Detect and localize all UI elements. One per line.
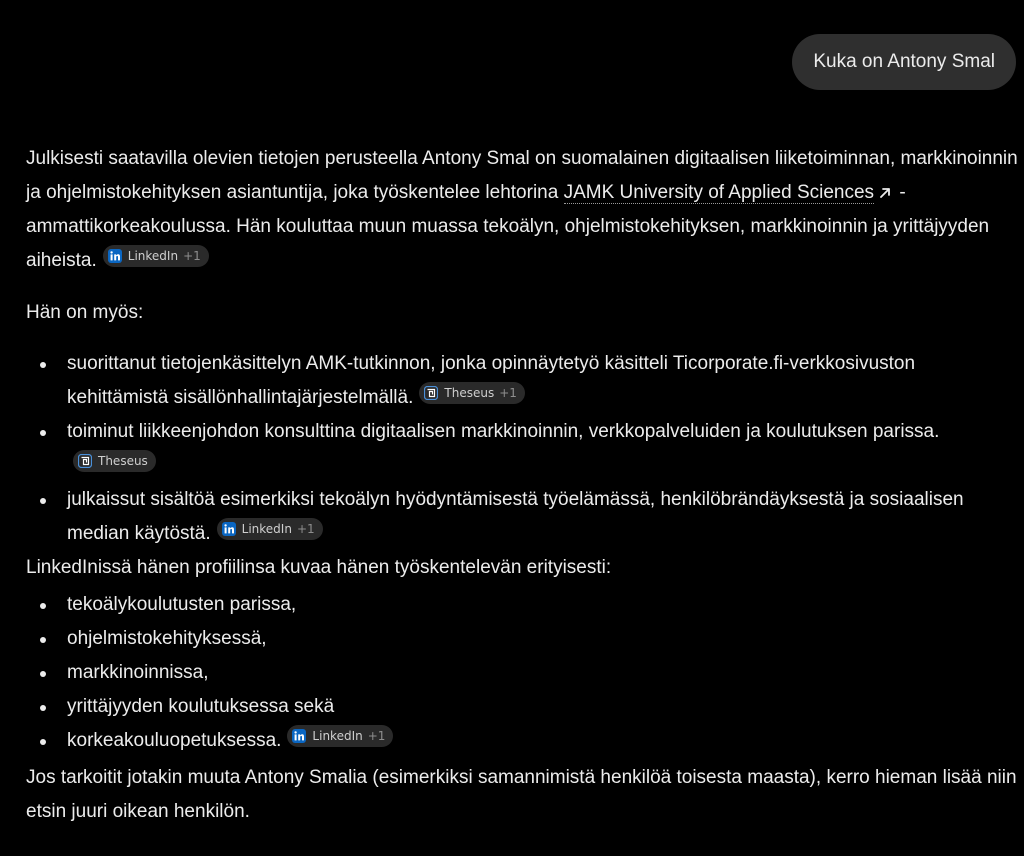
source-chip-label: Theseus [98, 454, 148, 468]
also-list [26, 347, 1018, 551]
jamk-link[interactable] [564, 182, 874, 204]
source-chip-more: +1 [367, 729, 386, 743]
source-chip-theseus[interactable] [419, 382, 525, 404]
source-chip-label: LinkedIn [312, 729, 363, 743]
intro-paragraph [26, 142, 1018, 278]
source-chip-label: LinkedIn [127, 249, 179, 263]
list-item [26, 415, 1018, 483]
source-chip-more: +1 [296, 522, 315, 536]
list-item [26, 347, 1018, 415]
source-chip-label: LinkedIn [241, 522, 292, 536]
source-chip-more: +1 [183, 249, 201, 263]
list-item-text: tekoälykoulutusten parissa, [67, 594, 297, 615]
list-item-text: julkaissut sisältöä esimerkiksi tekoälyn hyödyntämisestä työelämässä, henkilöbrändäyksestä ja sosiaalisen median käytöstä. [67, 489, 964, 544]
closing-paragraph: Jos tarkoitit jotakin muuta Antony Smalia (esimerkiksi samannimistä henkilöä toisesta maasta), kerro hieman lisää niin etsin juuri oikean henkilön. [26, 767, 1017, 822]
source-chip-linkedin[interactable] [217, 518, 323, 540]
linkedin-icon [292, 729, 306, 743]
source-chip-label: Theseus [444, 386, 495, 400]
list-item-text: yrittäjyyden koulutuksessa sekä [67, 696, 335, 717]
also-heading: Hän on myös: [26, 302, 144, 323]
jamk-link-label: JAMK University of Applied Sciences [563, 182, 875, 203]
list-item-text: ohjelmistokehityksessä, [67, 628, 267, 649]
user-message-text: Kuka on Antony Smal [813, 51, 995, 72]
list-item-text: suorittanut tietojenkäsittelyn AMK-tutkinnon, jonka opinnäytetyö käsitteli Ticorporate.fi-verkkosivuston kehittämistä sisällönhallintajärjestelmällä. [67, 353, 916, 408]
list-item [26, 690, 1018, 724]
source-chip-linkedin[interactable] [103, 245, 209, 267]
list-item [26, 622, 1018, 656]
theseus-icon [424, 386, 438, 400]
linkedin-icon [222, 522, 236, 536]
external-link-icon[interactable] [878, 186, 892, 200]
list-item-text: toiminut liikkeenjohdon konsulttina digitaalisen markkinoinnin, verkkopalveluiden ja koulutuksen parissa. [67, 421, 940, 442]
user-message-bubble [792, 34, 1016, 90]
list-item [26, 588, 1018, 622]
linkedin-list [26, 588, 1018, 758]
list-item-text: markkinoinnissa, [67, 662, 209, 683]
source-chip-linkedin[interactable] [287, 725, 393, 747]
intro-text-1: Julkisesti saatavilla olevien tietojen perusteella Antony Smal on suomalainen digitaalisen liiketoiminnan, markkinoinnin ja ohjelmistokehityksen asiantuntija, joka työskentelee lehtorina [26, 148, 1018, 203]
source-chip-theseus[interactable] [73, 450, 156, 472]
linkedin-heading: LinkedInissä hänen profiilinsa kuvaa hänen työskentelevän erityisesti: [26, 557, 612, 578]
list-item [26, 724, 1018, 758]
list-item-text: korkeakouluopetuksessa. [67, 730, 282, 751]
intro-text-2: -ammattikorkeakoulussa. Hän kouluttaa muun muassa tekoälyn, ohjelmistokehityksen, markkinoinnin ja yrittäjyyden aiheista. [26, 182, 990, 271]
list-item [26, 656, 1018, 690]
list-item [26, 483, 1018, 551]
assistant-answer [26, 142, 1018, 829]
theseus-icon [78, 454, 92, 468]
linkedin-icon [108, 249, 122, 263]
source-chip-more: +1 [499, 386, 517, 400]
